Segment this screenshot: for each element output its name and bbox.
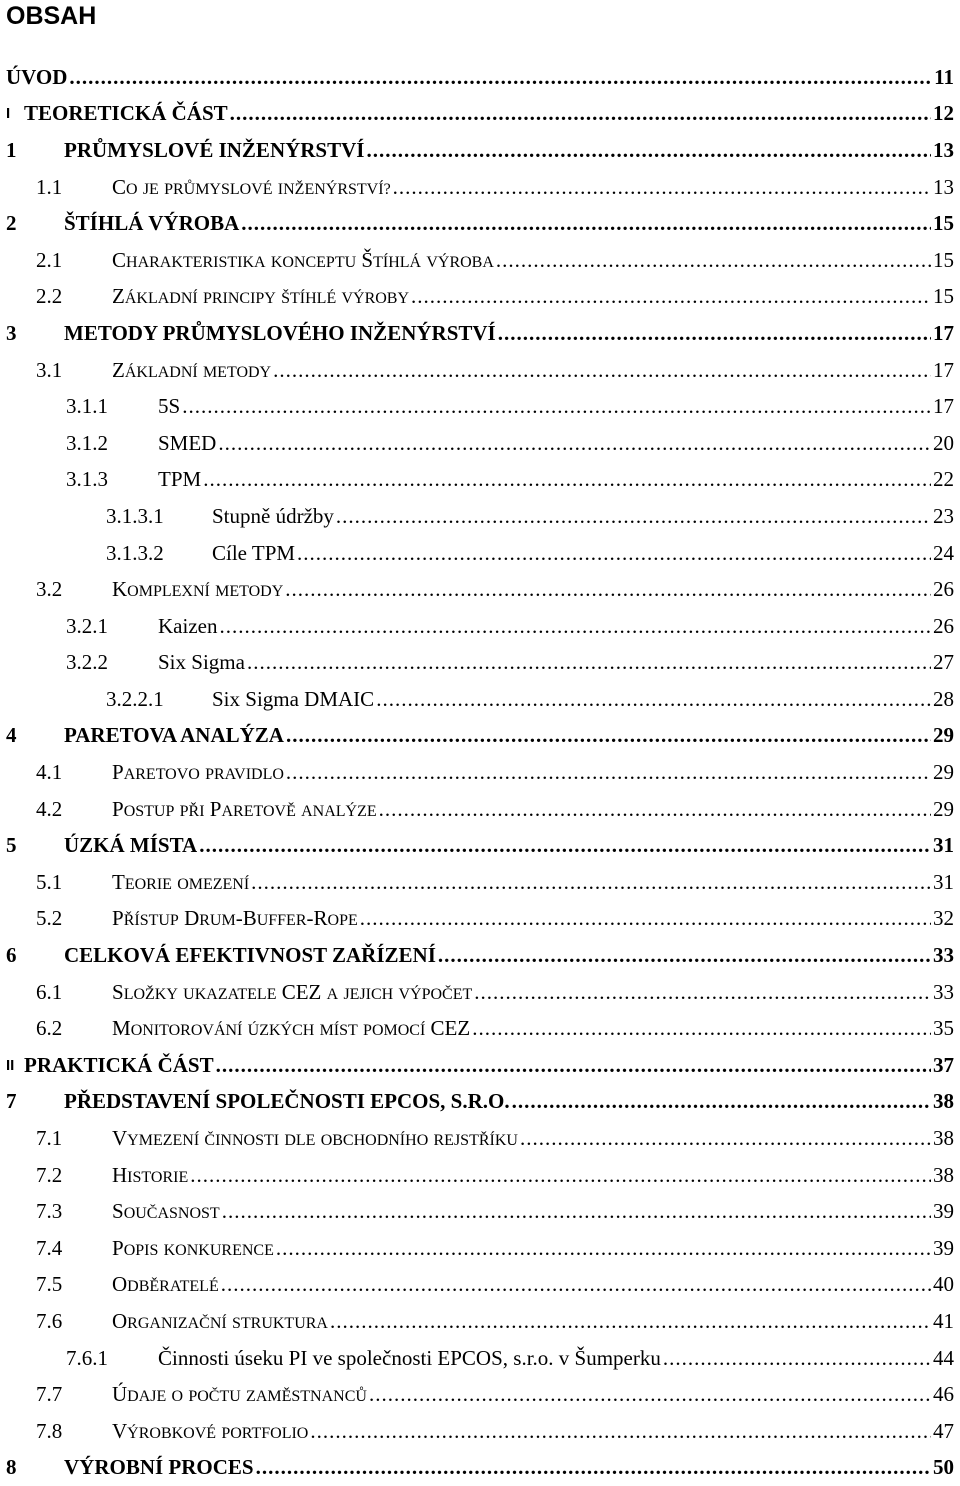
toc-dot-leader: [512, 1089, 931, 1114]
toc-entry-number: 4.2: [36, 796, 63, 821]
toc-entry[interactable]: [0, 1303, 960, 1340]
toc-entry[interactable]: [0, 1340, 960, 1377]
table-of-contents: [0, 59, 960, 1486]
toc-entry-title: ÚZKÁ MÍSTA: [64, 833, 198, 858]
toc-dot-leader: [330, 1309, 931, 1334]
toc-entry-page: 35: [933, 1016, 954, 1041]
toc-dot-leader: [663, 1346, 931, 1371]
toc-entry-number: 3.1.3.2: [106, 540, 164, 565]
toc-entry-page: 22: [933, 467, 954, 492]
toc-entry-page: 27: [933, 650, 954, 675]
toc-entry[interactable]: [0, 791, 960, 828]
toc-entry-title: HISTORIE: [112, 1162, 189, 1187]
toc-entry[interactable]: [0, 498, 960, 535]
toc-entry-page: 33: [933, 943, 954, 968]
toc-entry-page: 15: [933, 247, 954, 272]
toc-entry-page: 11: [934, 64, 954, 89]
toc-dot-leader: [285, 577, 931, 602]
toc-entry-number: 2.1: [36, 247, 63, 272]
toc-entry-page: 17: [933, 357, 954, 382]
toc-entry-title: MONITOROVÁNÍ ÚZKÝCH MÍST POMOCÍ CEZ: [112, 1016, 471, 1041]
toc-dot-leader: [69, 65, 932, 90]
toc-entry[interactable]: [0, 535, 960, 572]
toc-entry-number: 3.1.2: [66, 430, 108, 455]
toc-dot-leader: [219, 614, 931, 639]
toc-entry-number: 7.2: [36, 1162, 63, 1187]
toc-entry[interactable]: [0, 1413, 960, 1450]
toc-entry-title: PŘÍSTUP DRUM-BUFFER-ROPE: [112, 906, 358, 931]
toc-entry-number: 5: [6, 833, 17, 858]
toc-entry-title: ÚVOD: [6, 64, 68, 89]
toc-entry-title: TEORIE OMEZENÍ: [112, 869, 250, 894]
toc-entry-title: KOMPLEXNÍ METODY: [112, 577, 284, 602]
toc-entry-title: Six Sigma DMAIC: [212, 686, 375, 711]
toc-dot-leader: [222, 1199, 931, 1224]
toc-entry-page: 37: [933, 1052, 954, 1077]
toc-entry-number: 6.1: [36, 979, 63, 1004]
toc-dot-leader: [230, 101, 931, 126]
toc-dot-leader: [379, 797, 931, 822]
toc-dot-leader: [411, 284, 931, 309]
toc-entry-title: Činnosti úseku PI ve společnosti EPCOS, s.r.o. v Šumperku: [158, 1345, 661, 1370]
toc-entry-page: 29: [933, 760, 954, 785]
toc-dot-leader: [376, 687, 931, 712]
toc-entry-page: 50: [933, 1455, 954, 1480]
toc-entry-title: PRAKTICKÁ ČÁST: [24, 1052, 214, 1077]
toc-entry[interactable]: [0, 205, 960, 242]
toc-entry-number: 3.2.1: [66, 613, 108, 638]
toc-dot-leader: [273, 358, 931, 383]
toc-dot-leader: [251, 870, 931, 895]
toc-entry[interactable]: [0, 901, 960, 938]
toc-entry-page: 33: [933, 979, 954, 1004]
toc-entry-number: 3: [6, 320, 17, 345]
toc-entry-number: 4: [6, 723, 17, 748]
toc-entry-page: 13: [933, 174, 954, 199]
toc-entry-number: 2.2: [36, 284, 63, 309]
toc-entry-number: 1.1: [36, 174, 63, 199]
toc-entry-number: 5.2: [36, 906, 63, 931]
toc-dot-leader: [286, 723, 931, 748]
toc-dot-leader: [369, 1382, 931, 1407]
toc-entry-title: ZÁKLADNÍ PRINCIPY ŠTÍHLÉ VÝROBY: [112, 284, 410, 309]
toc-dot-leader: [438, 943, 931, 968]
toc-dot-leader: [520, 1126, 931, 1151]
toc-entry-number: I: [6, 105, 11, 123]
toc-entry-page: 38: [933, 1162, 954, 1187]
toc-dot-leader: [297, 541, 931, 566]
toc-entry-title: SLOŽKY UKAZATELE CEZ A JEJICH VÝPOČET: [112, 979, 473, 1004]
toc-entry-page: 20: [933, 430, 954, 455]
toc-heading: OBSAH: [6, 2, 97, 30]
toc-entry[interactable]: [0, 1267, 960, 1304]
toc-entry-page: 26: [933, 577, 954, 602]
toc-entry-title: POSTUP PŘI PARETOVĚ ANALÝZE: [112, 796, 377, 821]
toc-entry-page: 39: [933, 1235, 954, 1260]
toc-entry[interactable]: [0, 681, 960, 718]
toc-dot-leader: [190, 1163, 931, 1188]
toc-entry-page: 29: [933, 723, 954, 748]
toc-entry-number: 1: [6, 137, 17, 162]
toc-entry-title: ZÁKLADNÍ METODY: [112, 357, 272, 382]
toc-dot-leader: [241, 211, 931, 236]
toc-entry-page: 29: [933, 796, 954, 821]
toc-entry[interactable]: [0, 1450, 960, 1486]
toc-entry-title: PŘEDSTAVENÍ SPOLEČNOSTI EPCOS, S.R.O.: [64, 1089, 510, 1114]
toc-entry[interactable]: [0, 1230, 960, 1267]
toc-entry-number: 3.1.1: [66, 394, 108, 419]
toc-entry-number: 5.1: [36, 869, 63, 894]
toc-entry[interactable]: [0, 754, 960, 791]
toc-entry-title: Cíle TPM: [212, 540, 296, 565]
toc-dot-leader: [496, 248, 931, 273]
toc-dot-leader: [366, 138, 931, 163]
toc-entry-number: 2: [6, 211, 17, 236]
toc-entry-page: 31: [933, 833, 954, 858]
toc-entry-title: VÝROBKOVÉ PORTFOLIO: [112, 1418, 309, 1443]
toc-dot-leader: [360, 906, 931, 931]
toc-entry-title: Six Sigma: [158, 650, 245, 675]
toc-entry[interactable]: [0, 974, 960, 1011]
toc-entry-title: VYMEZENÍ ČINNOSTI DLE OBCHODNÍHO REJSTŘÍKU: [112, 1126, 518, 1151]
toc-entry-title: ÚDAJE O POČTU ZAMĚSTNANCŮ: [112, 1382, 367, 1407]
toc-entry-page: 44: [933, 1345, 954, 1370]
toc-entry-page: 23: [933, 503, 954, 528]
toc-entry-number: 3.2: [36, 577, 63, 602]
toc-entry[interactable]: [0, 425, 960, 462]
toc-entry-page: 12: [933, 101, 954, 126]
toc-dot-leader: [286, 760, 931, 785]
toc-entry-title: METODY PRŮMYSLOVÉHO INŽENÝRSTVÍ: [64, 320, 496, 345]
toc-entry[interactable]: [0, 242, 960, 279]
toc-entry-number: 4.1: [36, 760, 63, 785]
toc-entry-page: 26: [933, 613, 954, 638]
toc-entry-page: 38: [933, 1126, 954, 1151]
toc-entry-title: 5S: [158, 394, 181, 419]
toc-entry[interactable]: [0, 1084, 960, 1121]
toc-entry-page: 15: [933, 211, 954, 236]
toc-entry-page: 47: [933, 1418, 954, 1443]
toc-entry[interactable]: [0, 462, 960, 499]
toc-entry[interactable]: [0, 571, 960, 608]
toc-entry[interactable]: [0, 59, 960, 96]
toc-entry-title: PRŮMYSLOVÉ INŽENÝRSTVÍ: [64, 137, 365, 162]
toc-dot-leader: [221, 1272, 931, 1297]
toc-entry-number: 3.2.2.1: [106, 686, 164, 711]
toc-entry-title: CHARAKTERISTIKA KONCEPTU ŠTÍHLÁ VÝROBA: [112, 247, 494, 272]
toc-entry-number: 7.5: [36, 1272, 63, 1297]
toc-dot-leader: [247, 650, 931, 675]
toc-entry-number: 7.6: [36, 1308, 63, 1333]
toc-dot-leader: [203, 467, 931, 492]
toc-entry[interactable]: [0, 864, 960, 901]
toc-entry-number: 8: [6, 1455, 17, 1480]
toc-entry-page: 38: [933, 1089, 954, 1114]
toc-entry-title: POPIS KONKURENCE: [112, 1235, 274, 1260]
toc-entry[interactable]: [0, 1376, 960, 1413]
toc-entry-title: ŠTÍHLÁ VÝROBA: [64, 211, 240, 236]
toc-entry-page: 32: [933, 906, 954, 931]
toc-entry[interactable]: [0, 315, 960, 352]
toc-entry-page: 31: [933, 869, 954, 894]
toc-entry-title: CELKOVÁ EFEKTIVNOST ZAŘÍZENÍ: [64, 943, 436, 968]
toc-entry-page: 15: [933, 284, 954, 309]
toc-entry-page: 28: [933, 686, 954, 711]
toc-entry-number: 3.1: [36, 357, 63, 382]
toc-entry-number: 3.1.3: [66, 467, 108, 492]
toc-entry[interactable]: [0, 1157, 960, 1194]
toc-dot-leader: [276, 1236, 931, 1261]
toc-entry-title: SOUČASNOST: [112, 1199, 220, 1224]
toc-entry-title: VÝROBNÍ PROCES: [64, 1455, 254, 1480]
toc-entry-page: 13: [933, 137, 954, 162]
toc-entry-number: 7.8: [36, 1418, 63, 1443]
toc-entry[interactable]: [0, 388, 960, 425]
toc-entry[interactable]: [0, 718, 960, 755]
toc-entry[interactable]: [0, 279, 960, 316]
toc-dot-leader: [218, 431, 931, 456]
toc-dot-leader: [393, 175, 931, 200]
toc-entry-number: 7: [6, 1089, 17, 1114]
toc-entry-title: CO JE PRŮMYSLOVÉ INŽENÝRSTVÍ?: [112, 174, 391, 199]
toc-entry[interactable]: [0, 169, 960, 206]
toc-entry-number: 3.1.3.1: [106, 503, 164, 528]
toc-entry-title: ODBĚRATELÉ: [112, 1272, 219, 1297]
toc-entry-title: TPM: [158, 467, 202, 492]
toc-entry-number: 6: [6, 943, 17, 968]
toc-dot-leader: [256, 1455, 931, 1480]
toc-dot-leader: [472, 1016, 931, 1041]
toc-entry[interactable]: [0, 352, 960, 389]
toc-entry-title: TEORETICKÁ ČÁST: [24, 101, 228, 126]
toc-entry[interactable]: [0, 1047, 960, 1084]
toc-entry-title: SMED: [158, 430, 217, 455]
toc-dot-leader: [474, 980, 931, 1005]
toc-entry-page: 39: [933, 1199, 954, 1224]
toc-entry-number: 7.6.1: [66, 1345, 108, 1370]
toc-entry[interactable]: [0, 1193, 960, 1230]
toc-entry-number: 6.2: [36, 1016, 63, 1041]
toc-dot-leader: [336, 504, 931, 529]
toc-entry-page: 40: [933, 1272, 954, 1297]
toc-entry-number: 7.4: [36, 1235, 63, 1260]
toc-entry-title: PARETOVA ANALÝZA: [64, 723, 284, 748]
toc-entry[interactable]: [0, 827, 960, 864]
toc-entry[interactable]: [0, 132, 960, 169]
toc-dot-leader: [310, 1419, 931, 1444]
toc-entry-page: 17: [933, 320, 954, 345]
toc-entry[interactable]: [0, 1010, 960, 1047]
toc-entry[interactable]: [0, 645, 960, 682]
toc-entry-page: 41: [933, 1308, 954, 1333]
toc-dot-leader: [182, 394, 931, 419]
toc-entry-number: 7.3: [36, 1199, 63, 1224]
toc-entry-number: 7.1: [36, 1126, 63, 1151]
toc-entry-title: ORGANIZAČNÍ STRUKTURA: [112, 1308, 328, 1333]
toc-entry-page: 24: [933, 540, 954, 565]
toc-entry-page: 46: [933, 1382, 954, 1407]
toc-entry-title: Stupně údržby: [212, 503, 334, 528]
toc-entry-number: 3.2.2: [66, 650, 108, 675]
toc-entry[interactable]: [0, 608, 960, 645]
toc-entry[interactable]: [0, 96, 960, 133]
toc-dot-leader: [216, 1053, 931, 1078]
toc-dot-leader: [199, 833, 931, 858]
toc-entry-number: 7.7: [36, 1382, 63, 1407]
toc-entry[interactable]: [0, 1120, 960, 1157]
toc-entry-page: 17: [933, 394, 954, 419]
toc-dot-leader: [498, 321, 931, 346]
toc-entry-title: Kaizen: [158, 613, 218, 638]
toc-entry-title: PARETOVO PRAVIDLO: [112, 760, 284, 785]
toc-entry[interactable]: [0, 937, 960, 974]
toc-entry-number: II: [6, 1056, 15, 1074]
